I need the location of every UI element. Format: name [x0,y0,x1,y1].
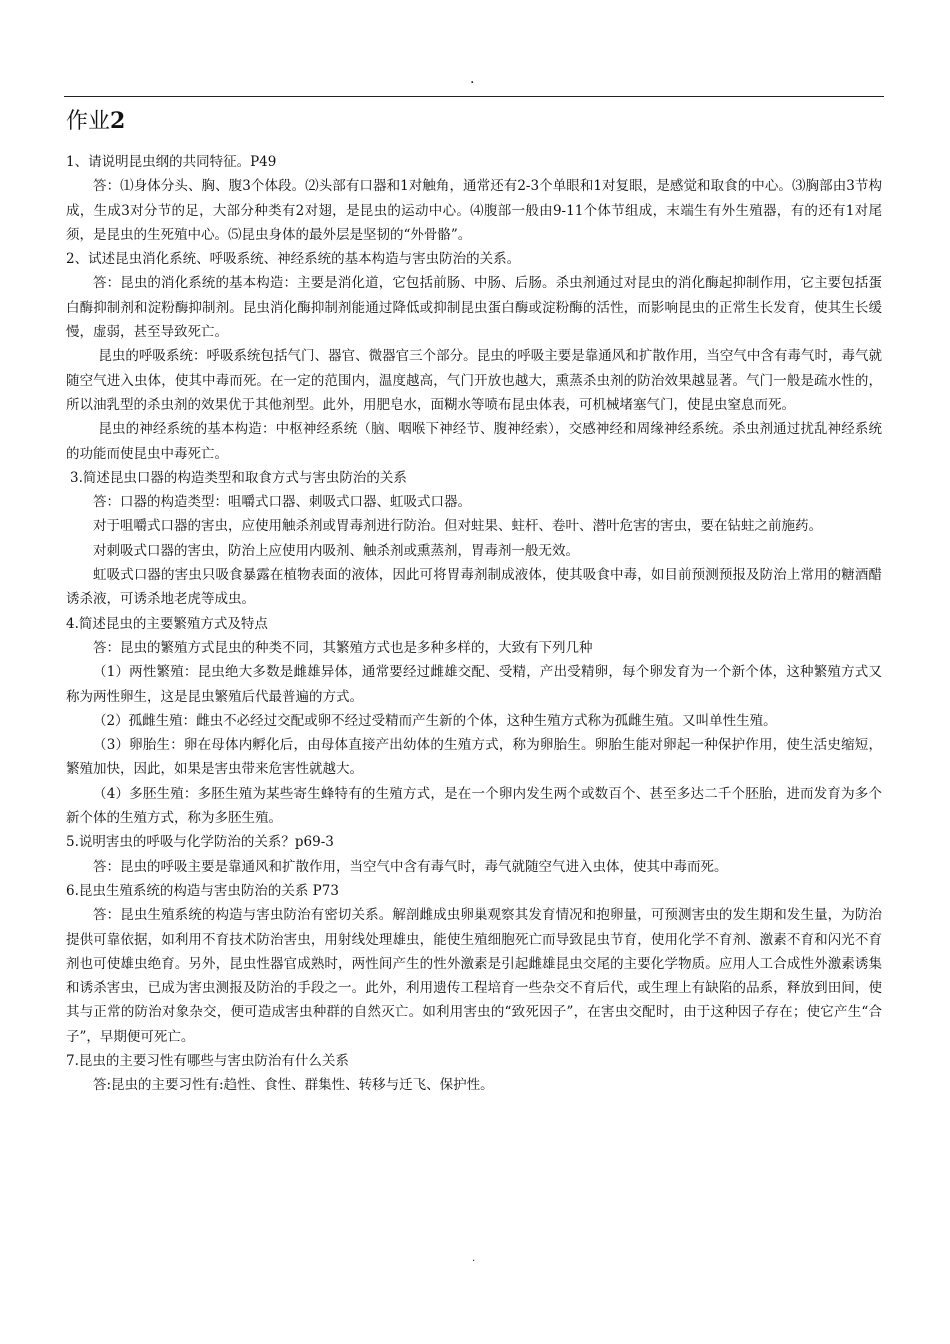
answer-3-siphoning: 虹吸式口器的害虫只吸食暴露在植物表面的液体，因此可将胃毒剂制成液体，使其吸食中毒，如目前预测预报及防治上常用的糖酒醋诱杀液，可诱杀地老虎等成虫。 [66,567,882,608]
page-title-number: 2 [110,108,126,134]
answer-4-item-1: （1）两性繁殖：昆虫绝大多数是雌雄异体，通常要经过雌雄交配、受精，产出受精卵，每个卵发育为一个新个体，这种繁殖方式又称为两性卵生，这是昆虫繁殖后代最普遍的方式。 [66,664,882,705]
answer-4-item-3: （3）卵胎生：卵在母体内孵化后，由母体直接产出幼体的生殖方式，称为卵胎生。卵胎生能对卵起一种保护作用，使生活史缩短，繁殖加快，因此，如果是害虫带来危害性就越大。 [66,737,882,778]
answer-4-intro: 答：昆虫的繁殖方式昆虫的种类不同，其繁殖方式也是多种多样的，大致有下列几种 [93,639,593,656]
question-5: 5.说明害虫的呼吸与化学防治的关系？p69-3 [66,834,334,851]
page-title [66,106,125,137]
answer-2-respiratory: 昆虫的呼吸系统：呼吸系统包括气门、器官、微器官三个部分。昆虫的呼吸主要是靠通风和扩散作用，当空气中含有毒气时，毒气就随空气进入虫体，使其中毒而死。在一定的范围内，温度越高，气门开放也越大，熏蒸杀虫剂的防治效果越显著。气门一般是疏水性的，所以油乳型的杀虫剂的效果优于其他剂型。此外，用肥皂水，面糊水等喷布昆虫体表，可机械堵塞气门，使昆虫窒息而死。 [66,348,882,413]
header-rule [64,96,884,97]
answer-7: 答:昆虫的主要习性有:趋性、食性、群集性、转移与迁飞、保护性。 [93,1077,494,1094]
footer-mark: . [472,1253,476,1264]
answer-3-chewing: 对于咀嚼式口器的害虫，应使用触杀剂或胃毒剂进行防治。但对蛀果、蛀杆、卷叶、潜叶危害的害虫，要在钻蛀之前施药。 [93,518,822,535]
answer-2-nervous: 昆虫的神经系统的基本构造：中枢神经系统（脑、咽喉下神经节、腹神经索），交感神经和周缘神经系统。杀虫剂通过扰乱神经系统的功能而使昆虫中毒死亡。 [66,421,882,462]
answer-5: 答：昆虫的呼吸主要是靠通风和扩散作用，当空气中含有毒气时，毒气就随空气进入虫体，使其中毒而死。 [93,858,728,875]
answer-6: 答：昆虫生殖系统的构造与害虫防治有密切关系。解剖雌成虫卵巢观察其发育情况和抱卵量，可预测害虫的发生期和发生量，为防治提供可靠依据，如利用不育技术防治害虫，用射线处理雄虫，能使生殖细胞死亡而导致昆虫节育，使用化学不育剂、激素不育和闪光不育剂也可使雄虫绝育。另外，昆虫性器官成熟时，两性间产生的性外激素是引起雌雄昆虫交尾的主要化学物质。应用人工合成性外激素诱集和诱杀害虫，已成为害虫测报及防治的手段之一。此外，利用遗传工程培育一些杂交不育后代，或生理上有缺陷的品系，释放到田间，使其与正常的防治对象杂交，便可造成害虫种群的自然灭亡。如利用害虫的“致死因子”，在害虫交配时，由于这种因子存在；使它产生“合子”，早期便可死亡。 [66,907,882,1045]
page-title-prefix: 作业 [66,109,111,134]
answer-4-item-4: （4）多胚生殖：多胚生殖为某些寄生蜂特有的生殖方式，是在一个卵内发生两个或数百个、甚至多达二千个胚胎，进而发育为多个新个体的生殖方式，称为多胚生殖。 [66,785,882,827]
question-7: 7.昆虫的主要习性有哪些与害虫防治有什么关系 [66,1052,349,1069]
question-4: 4.简述昆虫的主要繁殖方式及特点 [66,615,268,632]
answer-1: 答：⑴身体分头、胸、腹3个体段。⑵头部有口器和1对触角，通常还有2-3个单眼和1对复眼，是感觉和取食的中心。⑶胸部由3节构成，生成3对分节的足，大部分种类有2对翅，是昆虫的运动中心。⑷腹部一般由9-11个体节组成，末端生有外生殖器，有的还有1对尾须，是昆虫的生死殖中心。⑸昆虫身体的最外层是坚韧的“外骨骼”。 [66,178,882,243]
answer-4-item-2: （2）孤雌生殖：雌虫不必经过交配或卵不经过受精而产生新的个体，这种生殖方式称为孤雌生殖。又叫单性生殖。 [93,712,777,729]
answer-3-piercing: 对刺吸式口器的害虫，防治上应使用内吸剂、触杀剂或熏蒸剂，胃毒剂一般无效。 [93,542,579,559]
question-6: 6.昆虫生殖系统的构造与害虫防治的关系 P73 [66,882,339,899]
answer-2-digestive: 答：昆虫的消化系统的基本构造：主要是消化道，它包括前肠、中肠、后肠。杀虫剂通过对昆虫的消化酶起抑制作用，它主要包括蛋白酶抑制剂和淀粉酶抑制剂。昆虫消化酶抑制剂能通过降低或抑制昆虫蛋白酶或淀粉酶的活性，而影响昆虫的正常生长发育，使其生长缓慢，虚弱，甚至导致死亡。 [66,275,882,341]
question-1: 1、请说明昆虫纲的共同特征。P49 [66,154,277,170]
question-2: 2、试述昆虫消化系统、呼吸系统、神经系统的基本构造与害虫防治的关系。 [66,251,521,268]
answer-3-types: 答：口器的构造类型：咀嚼式口器、刺吸式口器、虹吸式口器。 [93,494,471,511]
question-3: 3.简述昆虫口器的构造类型和取食方式与害虫防治的关系 [70,469,407,486]
document-body [66,150,882,1098]
header-mark: . [470,71,475,87]
